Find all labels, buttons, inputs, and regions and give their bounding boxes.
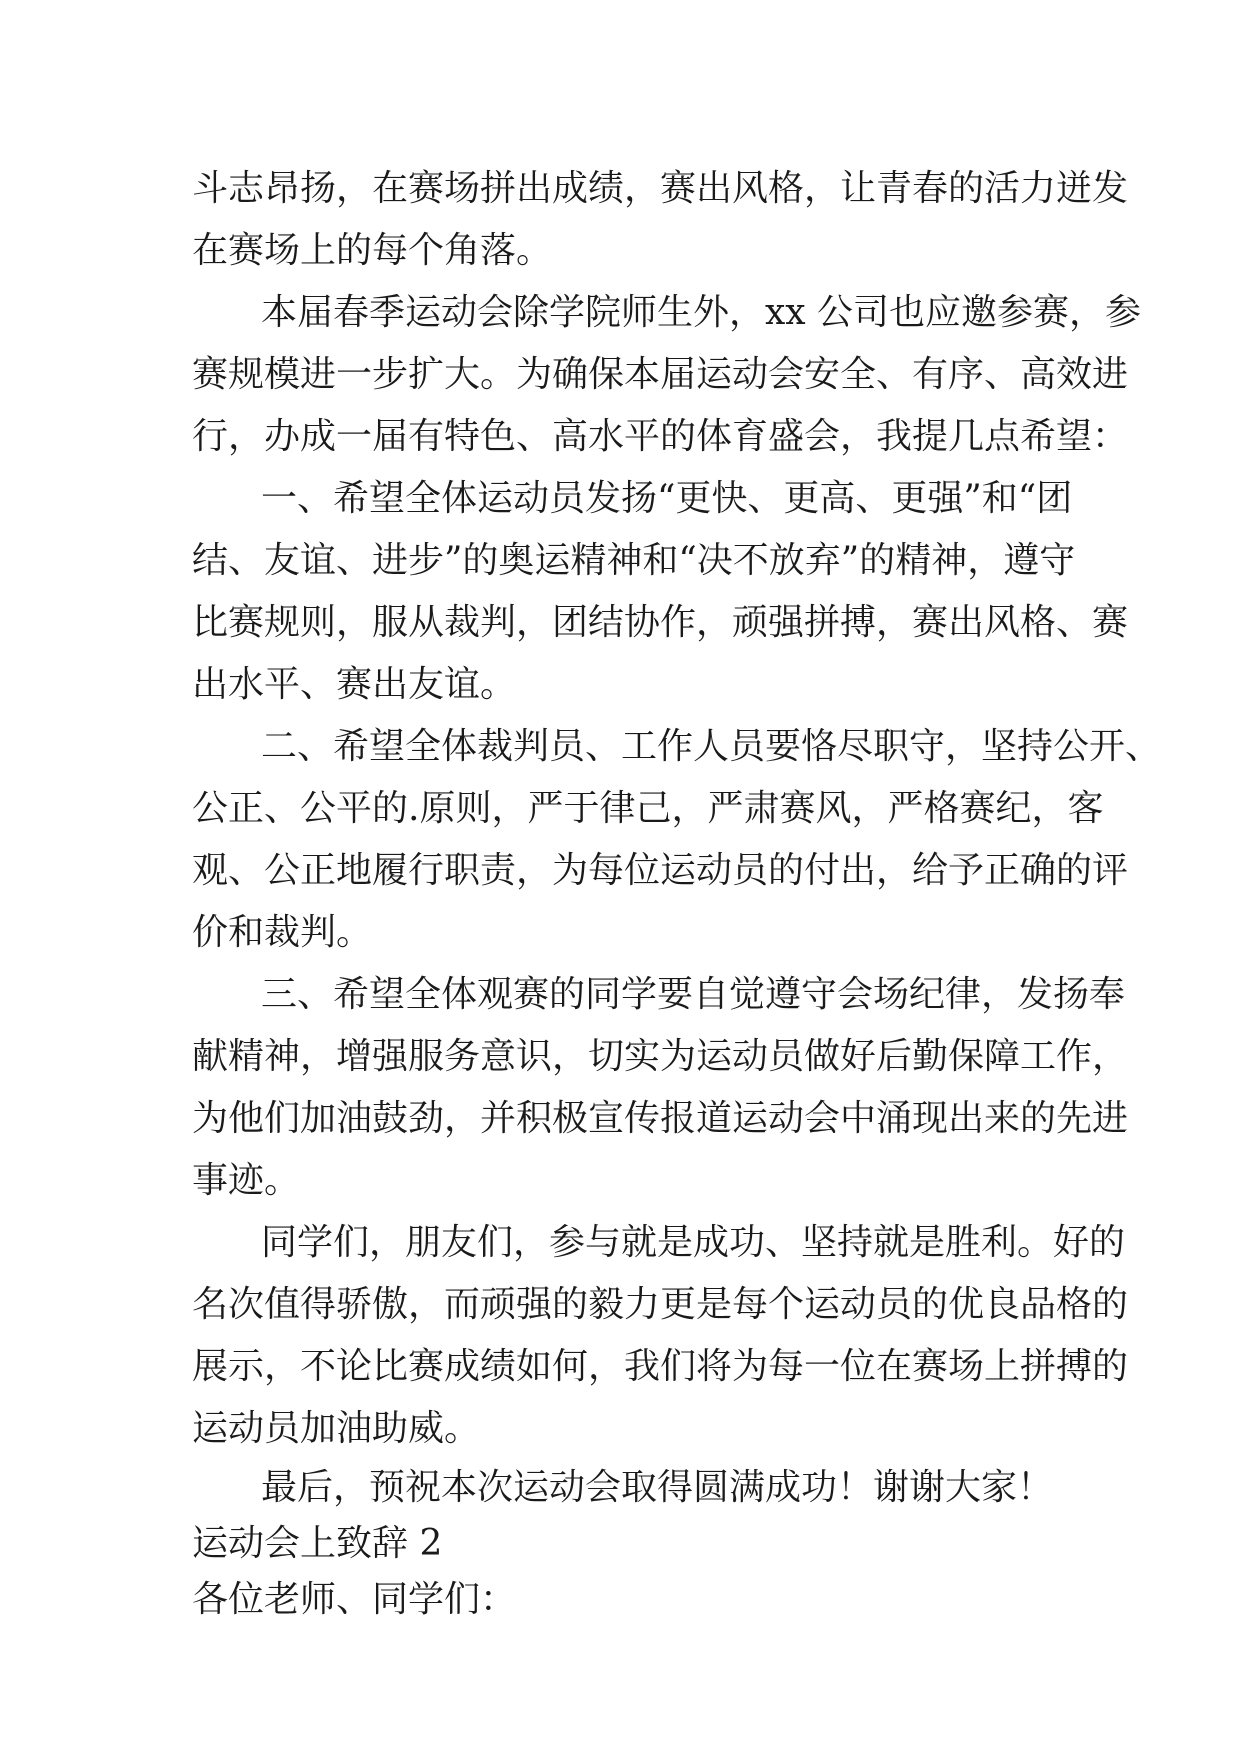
text-line: 观、公正地履行职责，为每位运动员的付出，给予正确的评 bbox=[192, 850, 1129, 891]
paragraph-start: 三、希望全体观赛的同学要自觉遵守会场纪律，发扬奉 bbox=[261, 974, 1126, 1015]
paragraph-start: 本届春季运动会除学院师生外，xx 公司也应邀参赛，参 bbox=[261, 292, 1142, 333]
text-line: 公正、公平的.原则，严于律己，严肃赛风，严格赛纪，客 bbox=[192, 788, 1104, 829]
text-line: 运动员加油助威。 bbox=[192, 1408, 481, 1449]
text-line: 行，办成一届有特色、高水平的体育盛会，我提几点希望： bbox=[192, 416, 1129, 457]
salutation: 各位老师、同学们： bbox=[192, 1579, 517, 1620]
text-line: 结、友谊、进步”的奥运精神和“决不放弃”的精神，遵守 bbox=[192, 540, 1076, 581]
text-line: 比赛规则，服从裁判，团结协作，顽强拼搏，赛出风格、赛 bbox=[192, 602, 1129, 643]
section-title: 运动会上致辞 2 bbox=[192, 1523, 443, 1564]
text-line: 为他们加油鼓劲，并积极宣传报道运动会中涌现出来的先进 bbox=[192, 1098, 1129, 1139]
text-line: 献精神，增强服务意识，切实为运动员做好后勤保障工作， bbox=[192, 1036, 1129, 1077]
text-line: 斗志昂扬，在赛场拼出成绩，赛出风格，让青春的活力迸发 bbox=[192, 168, 1129, 209]
paragraph-start: 一、希望全体运动员发扬“更快、更高、更强”和“团 bbox=[261, 478, 1073, 519]
text-line: 出水平、赛出友谊。 bbox=[192, 664, 517, 705]
text-line: 展示，不论比赛成绩如何，我们将为每一位在赛场上拼搏的 bbox=[192, 1346, 1129, 1387]
text-line: 价和裁判。 bbox=[192, 912, 373, 953]
text-line: 事迹。 bbox=[192, 1160, 301, 1201]
text-line: 在赛场上的每个角落。 bbox=[192, 230, 553, 271]
document-body bbox=[192, 158, 1162, 1628]
text-line: 赛规模进一步扩大。为确保本届运动会安全、有序、高效进 bbox=[192, 354, 1129, 395]
closing-line: 最后，预祝本次运动会取得圆满成功！谢谢大家！ bbox=[261, 1467, 1054, 1508]
paragraph-start: 二、希望全体裁判员、工作人员要恪尽职守，坚持公开、 bbox=[261, 726, 1162, 767]
paragraph-start: 同学们，朋友们，参与就是成功、坚持就是胜利。好的 bbox=[261, 1222, 1126, 1263]
text-line: 名次值得骄傲，而顽强的毅力更是每个运动员的优良品格的 bbox=[192, 1284, 1129, 1325]
